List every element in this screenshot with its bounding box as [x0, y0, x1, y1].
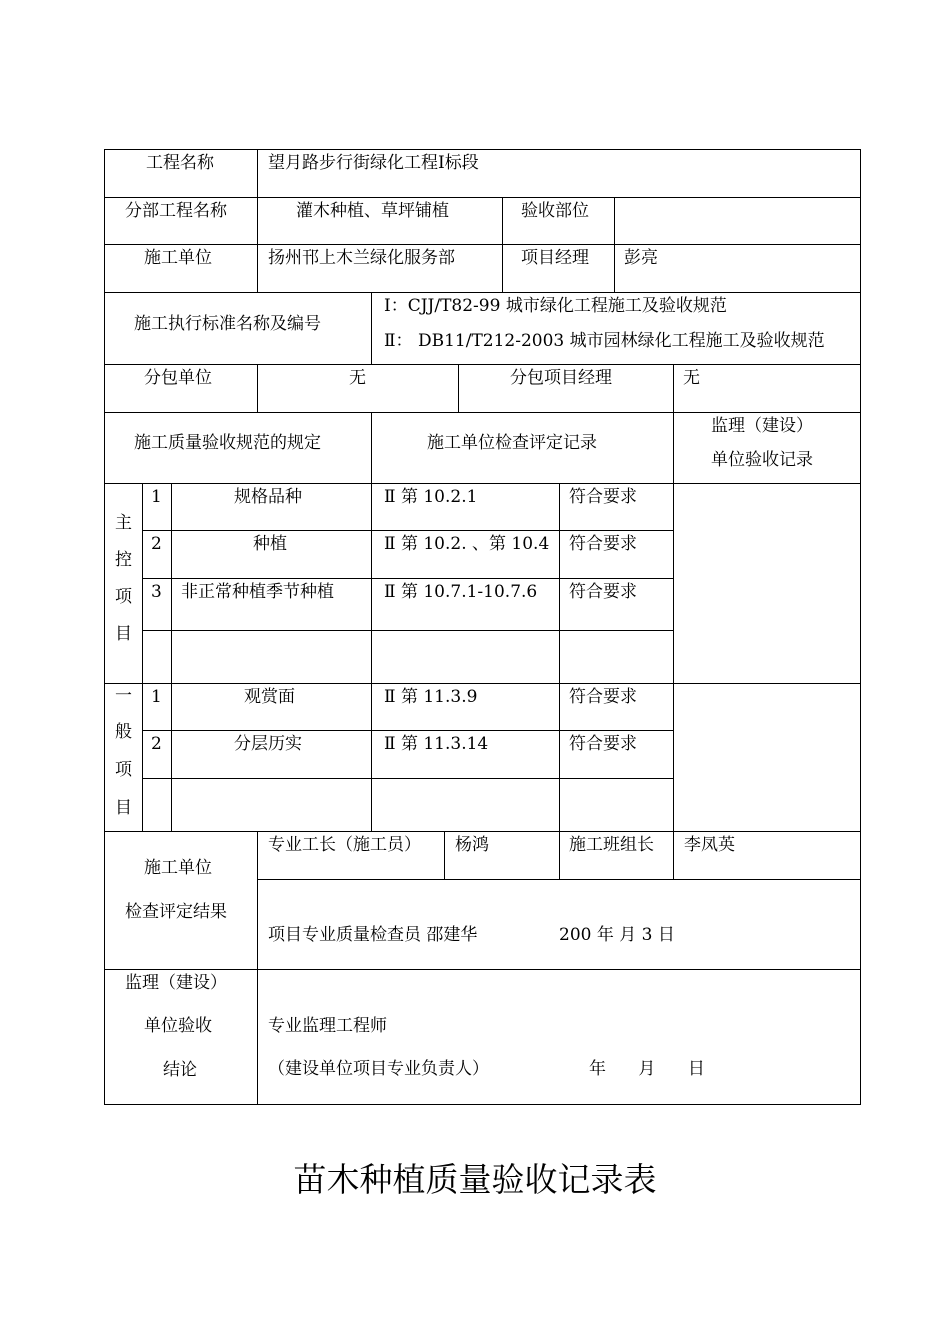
rule: [104, 1104, 860, 1105]
contractor-label: 施工单位: [144, 248, 212, 268]
rule: [104, 412, 860, 413]
general-item-result: 符合要求: [569, 687, 637, 707]
standard-label: 施工执行标准名称及编号: [134, 314, 321, 334]
main-item-result: 符合要求: [569, 534, 637, 554]
rule: [257, 149, 258, 293]
general-item-clause: Ⅱ 第 11.3.14: [384, 734, 489, 754]
rule: [104, 244, 860, 245]
main-items-label: 目: [115, 624, 132, 644]
rule: [104, 831, 860, 832]
subproject-value: 灌木种植、草坪铺植: [296, 201, 449, 221]
main-item-name: 规格品种: [234, 487, 302, 507]
rule: [502, 197, 503, 293]
general-items-label: 般: [115, 722, 132, 742]
supervisor-header: 单位验收记录: [711, 450, 813, 470]
sub-manager-value: 无: [683, 368, 700, 388]
rule: [104, 683, 860, 684]
check-header: 施工单位检查评定记录: [427, 433, 597, 453]
general-item-name: 观赏面: [244, 687, 295, 707]
project-name-label: 工程名称: [146, 153, 214, 173]
main-item-no: 1: [151, 487, 162, 507]
owner-label: （建设单位项目专业负责人）: [268, 1059, 489, 1079]
main-item-no: 2: [151, 534, 162, 554]
project-name-value: 望月路步行街绿化工程Ⅰ标段: [268, 153, 479, 173]
result-label: 检查评定结果: [125, 902, 227, 922]
team-leader-label: 施工班组长: [569, 835, 654, 855]
rule: [104, 969, 860, 970]
rule: [614, 197, 615, 293]
acceptance-part-label: 验收部位: [521, 201, 589, 221]
main-item-no: 3: [151, 582, 162, 602]
result-label: 施工单位: [144, 858, 212, 878]
sign-date: 年 月 日: [589, 1059, 705, 1079]
general-item-result: 符合要求: [569, 734, 637, 754]
general-items-label: 目: [115, 798, 132, 818]
rule: [104, 197, 860, 198]
spec-header: 施工质量验收规范的规定: [134, 433, 321, 453]
subcontractor-label: 分包单位: [144, 368, 212, 388]
rule: [142, 578, 673, 579]
rule: [673, 364, 674, 832]
manager-value: 彭亮: [624, 248, 658, 268]
rule: [371, 292, 372, 365]
conclusion-label: 单位验收: [144, 1016, 212, 1036]
inspector-line: 项目专业质量检查员 邵建华: [268, 925, 478, 945]
subproject-label: 分部工程名称: [125, 201, 227, 221]
subcontractor-value: 无: [349, 368, 366, 388]
general-item-clause: Ⅱ 第 11.3.9: [384, 687, 478, 707]
sub-manager-label: 分包项目经理: [510, 368, 612, 388]
general-items-label: 项: [115, 760, 132, 780]
inspector-date: 200 年 月 3 日: [559, 925, 675, 945]
rule: [257, 969, 258, 1105]
team-leader-value: 李凤英: [684, 835, 735, 855]
rule: [559, 483, 560, 832]
rule: [104, 149, 860, 150]
foreman-value: 杨鸿: [455, 835, 489, 855]
rule: [142, 530, 673, 531]
main-items-label: 主: [115, 513, 132, 533]
main-item-clause: Ⅱ 第 10.2.1: [384, 487, 478, 507]
manager-label: 项目经理: [521, 248, 589, 268]
rule: [257, 364, 258, 413]
rule: [673, 831, 674, 880]
general-item-no: 1: [151, 687, 162, 707]
rule: [104, 292, 860, 293]
supervisor-header: 监理（建设）: [711, 416, 813, 436]
main-item-clause: Ⅱ 第 10.2. 、第 10.4: [384, 534, 550, 554]
main-item-name: 种植: [253, 534, 287, 554]
rule: [104, 364, 860, 365]
rule: [171, 483, 172, 832]
rule: [371, 412, 372, 832]
rule: [860, 149, 861, 1105]
rule: [104, 149, 105, 1105]
standard-line-1: Ⅰ：CJJ/T82-99 城市绿化工程施工及验收规范: [384, 296, 727, 316]
general-item-name: 分层历实: [234, 734, 302, 754]
rule: [104, 483, 860, 484]
rule: [142, 778, 673, 779]
foreman-label: 专业工长（施工员）: [268, 835, 421, 855]
conclusion-label: 监理（建设）: [125, 973, 227, 993]
rule: [559, 831, 560, 880]
main-item-result: 符合要求: [569, 582, 637, 602]
general-items-label: 一: [115, 686, 132, 706]
main-item-result: 符合要求: [569, 487, 637, 507]
rule: [458, 364, 459, 413]
contractor-value: 扬州邗上木兰绿化服务部: [268, 248, 455, 268]
main-items-label: 控: [115, 550, 132, 570]
main-item-name: 非正常种植季节种植: [181, 582, 334, 602]
rule: [142, 483, 143, 832]
rule: [142, 630, 673, 631]
engineer-label: 专业监理工程师: [268, 1016, 387, 1036]
standard-line-2: Ⅱ： DB11/T212-2003 城市园林绿化工程施工及验收规范: [384, 331, 825, 351]
general-item-no: 2: [151, 734, 162, 754]
main-item-clause: Ⅱ 第 10.7.1-10.7.6: [384, 582, 538, 602]
main-items-label: 项: [115, 587, 132, 607]
rule: [444, 831, 445, 880]
page-title: 苗木种植质量验收记录表: [293, 1160, 657, 1199]
rule: [142, 730, 673, 731]
conclusion-label: 结论: [163, 1060, 197, 1080]
